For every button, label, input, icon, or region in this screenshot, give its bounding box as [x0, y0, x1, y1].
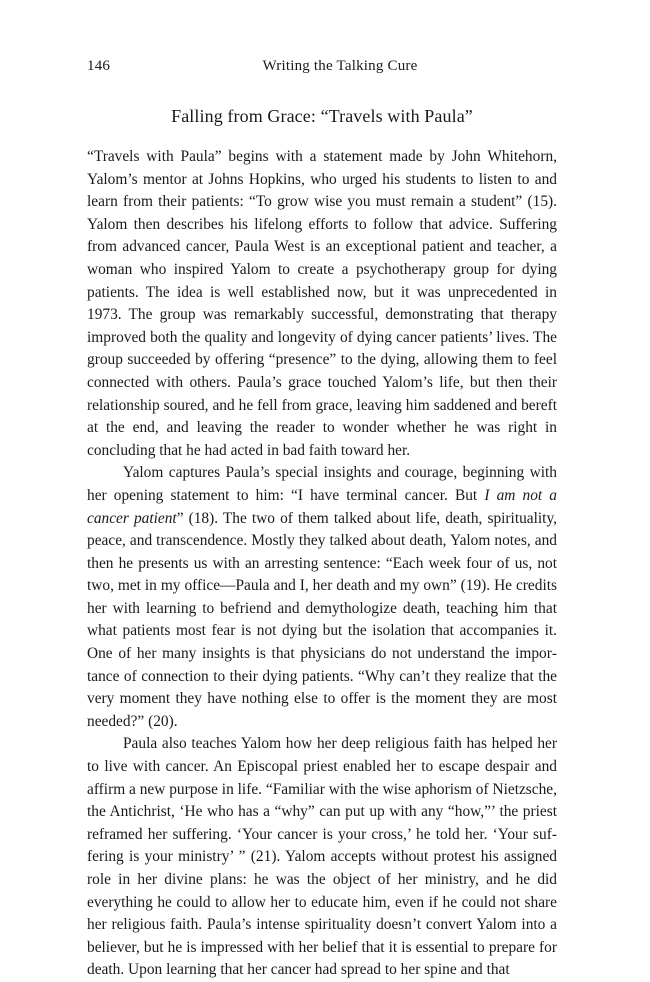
italic-quote: I am not a cancer patient: [87, 486, 557, 527]
paragraph-2-start: Yalom captures Paula’s special insights and courage, beginning with her opening statement to him: “I have terminal cancer. But: [87, 464, 557, 504]
paragraph-1: “Travels with Paula” begins with a statement made by John Whitehorn, Yalom’s mentor at Johns Hopkins, who urged his students to listen to and learn from their patients: “To grow wise you must remain a student” (15). Yalom then describes his lifelong efforts to follow that advice. Suffering from advanced cancer, Paula West is an exceptional patient and teacher, a woman who inspired Yalom to create a psychotherapy group for dying patients. The idea is well established now, but it was unprecedented in 1973. The group was remarkably successful, demonstrating that therapy improved both the quality and longevity of dying cancer patients’ lives. The group succeeded by offering “presence” to the dying, allowing them to feel connected with others. Paula’s grace touched Yalom’s life, but then their relationship soured, and he fell from grace, leaving him saddened and bereft at the end, and leaving the reader to wonder whether he was right in concluding that he had acted in bad faith toward her.: [87, 148, 557, 459]
body-text: [87, 146, 557, 982]
paragraph-2-end: ” (18). The two of them talked about life, death, spirituality, peace, and transcendence. Mostly they talked about death, Yalom notes, and then he presents us with an arresting sentence: “Each week four of us, not two, met in my office—Paula and I, her death and my own” (19). He credits her with learning to befriend and demythologize death, teaching him that what patients most fear is not dying but the isolation that accompanies it. One of her many insights is that physicians do not understand the importance of connection to their dying patients. “Why can’t they realize that the very moment they have nothing else to offer is the moment they are most needed?” (20).: [87, 509, 557, 730]
running-title: Writing the Talking Cure: [262, 58, 418, 74]
paragraph-2: [87, 462, 557, 733]
paragraph-3: Paula also teaches Yalom how her deep religious faith has helped her to live with cancer. An Episcopal priest enabled her to escape despair and affirm a new purpose in life. “Familiar with the wise aphorism of Nietzsche, the Antichrist, ‘He who has a “why” can put up with any “how,”’ the priest reframed her suffering. ‘Your cancer is your cross,’ he told her. ‘Your suffering is your ministry’ ” (21). Yalom accepts without protest his assigned role in her divine plans: he was the object of her ministry, and he did everything he could to allow her to educate him, even if he could not share her religious faith. Paula’s intense spirituality doesn’t convert Yalom into a believer, but he is impressed with her belief that it is essential to prepare for death. Upon learning that her cancer had spread to her spine and that: [87, 735, 557, 979]
running-header: [87, 58, 557, 80]
section-title: Falling from Grace: “Travels with Paula”: [171, 106, 473, 126]
page-number: 146: [87, 58, 111, 74]
